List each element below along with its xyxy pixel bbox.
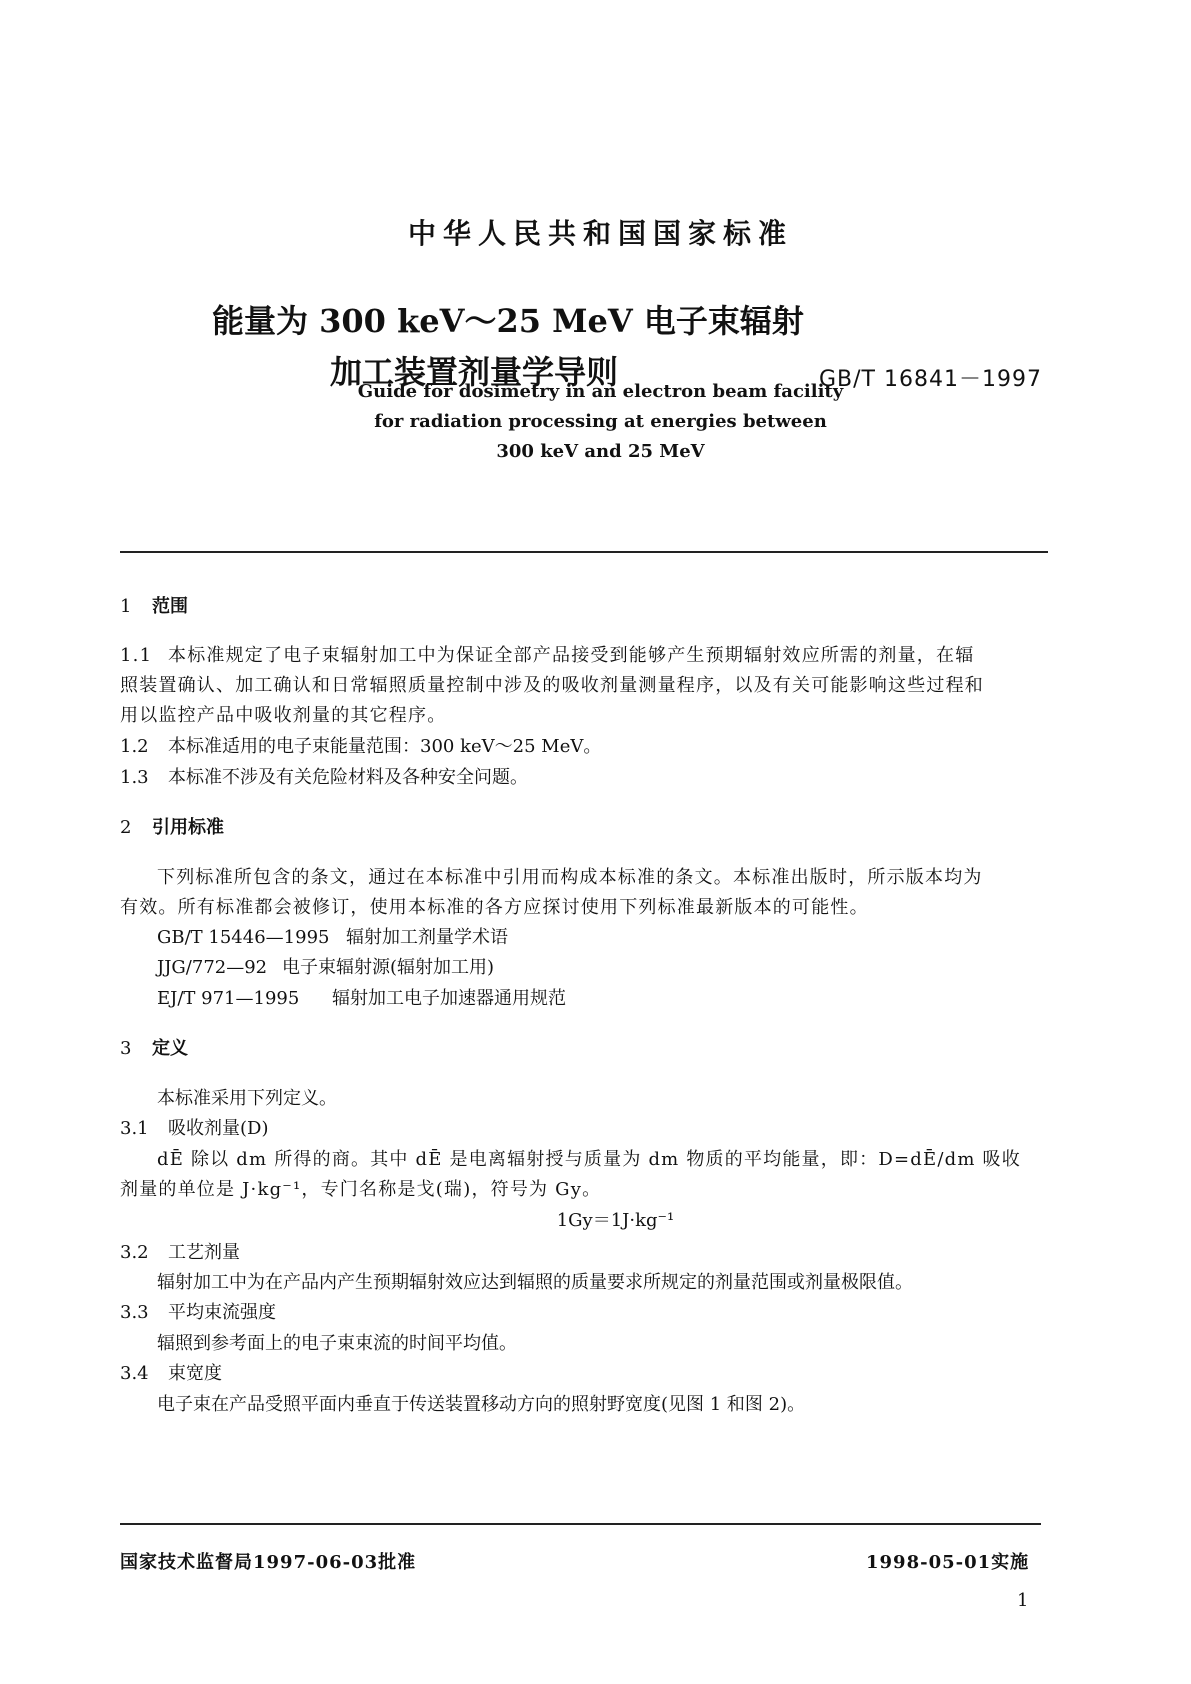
reference-ej-t-971 xyxy=(157,984,566,1010)
section-title: 定义 xyxy=(152,1038,188,1059)
reference-title: 辐射加工剂量学术语 xyxy=(346,927,508,948)
reference-code: EJ/T 971—1995 xyxy=(157,988,300,1009)
clause-1-1 xyxy=(120,641,974,667)
reference-jjg-772 xyxy=(157,953,494,979)
definition-3-1-line-1: dĒ 除以 dm 所得的商。其中 dĒ 是电离辐射授与质量为 dm 物质的平均能量，即：D=dĒ/dm 吸收 xyxy=(157,1149,1021,1170)
definition-3-4-line-1: 电子束在产品受照平面内垂直于传送装置移动方向的照射野宽度(见图 1 和图 2)。 xyxy=(157,1394,806,1415)
definition-term: 吸收剂量(D) xyxy=(168,1118,269,1139)
definition-3-1-line-2: 剂量的单位是 J·kg⁻¹，专门名称是戈(瑞)，符号为 Gy。 xyxy=(120,1179,602,1200)
section-3-heading xyxy=(120,1034,188,1060)
reference-code: JJG/772—92 xyxy=(157,957,268,978)
reference-code: GB/T 15446—1995 xyxy=(157,927,330,948)
section-2-intro-line-2: 有效。所有标准都会被修订，使用本标准的各方应探讨使用下列标准最新版本的可能性。 xyxy=(120,897,869,918)
definition-term: 平均束流强度 xyxy=(168,1302,276,1323)
header-divider xyxy=(120,551,1048,553)
clause-text-line: 本标准适用的电子束能量范围：300 keV～25 MeV。 xyxy=(168,736,602,757)
reference-gb-t-15446 xyxy=(157,923,508,949)
definition-term: 工艺剂量 xyxy=(168,1242,240,1263)
clause-text-line: 本标准不涉及有关危险材料及各种安全问题。 xyxy=(168,767,528,788)
definition-3-1-formula: 1Gy＝1J·kg⁻¹ xyxy=(556,1210,675,1231)
reference-title: 电子束辐射源(辐射加工用) xyxy=(282,957,495,978)
clause-number: 1.1 xyxy=(120,645,153,666)
title-line-2: 加工装置剂量学导则 xyxy=(330,353,619,391)
section-1-heading xyxy=(120,592,188,618)
reference-title: 辐射加工电子加速器通用规范 xyxy=(332,988,566,1009)
clause-text-line: 本标准规定了电子束辐射加工中为保证全部产品接受到能够产生预期辐射效应所需的剂量，在辐 xyxy=(168,645,975,666)
implementation-date: 1998-05-01实施 xyxy=(866,1552,1030,1573)
definition-3-2-line-1: 辐射加工中为在产品内产生预期辐射效应达到辐照的质量要求所规定的剂量范围或剂量极限值。 xyxy=(157,1272,913,1293)
definition-number: 3.4 xyxy=(120,1363,149,1384)
footer-divider xyxy=(120,1523,1041,1525)
clause-1-3 xyxy=(120,763,528,789)
definition-3-1 xyxy=(120,1114,268,1140)
section-2-heading xyxy=(120,813,224,839)
english-title-line-3: 300 keV and 25 MeV xyxy=(496,441,705,462)
clause-number: 1.2 xyxy=(120,736,149,757)
clause-1-1-line-2: 照装置确认、加工确认和日常辐照质量控制中涉及的吸收剂量测量程序，以及有关可能影响这些过程和 xyxy=(120,675,984,696)
section-3-intro: 本标准采用下列定义。 xyxy=(157,1088,337,1109)
english-title-line-1: Guide for dosimetry in an electron beam facility xyxy=(357,381,844,402)
clause-number: 1.3 xyxy=(120,767,149,788)
section-title: 范围 xyxy=(152,596,188,617)
section-number: 3 xyxy=(120,1038,132,1059)
standard-number: GB/T 16841－1997 xyxy=(819,367,1042,392)
title-line-1: 能量为 300 keV～25 MeV 电子束辐射 xyxy=(212,302,804,340)
page-number: 1 xyxy=(1017,1590,1029,1611)
definition-number: 3.1 xyxy=(120,1118,149,1139)
section-2-intro-line-1: 下列标准所包含的条文，通过在本标准中引用而构成本标准的条文。本标准出版时，所示版本均为 xyxy=(157,867,983,888)
clause-1-1-line-3: 用以监控产品中吸收剂量的其它程序。 xyxy=(120,705,447,726)
section-number: 1 xyxy=(120,596,132,617)
definition-3-4 xyxy=(120,1359,222,1385)
section-title: 引用标准 xyxy=(152,817,224,838)
definition-term: 束宽度 xyxy=(168,1363,222,1384)
definition-number: 3.2 xyxy=(120,1242,149,1263)
section-number: 2 xyxy=(120,817,132,838)
clause-1-2 xyxy=(120,732,601,758)
definition-3-3-line-1: 辐照到参考面上的电子束束流的时间平均值。 xyxy=(157,1333,517,1354)
english-title-line-2: for radiation processing at energies between xyxy=(374,411,827,432)
definition-3-2 xyxy=(120,1238,240,1264)
definition-number: 3.3 xyxy=(120,1302,149,1323)
national-standard-header: 中华人民共和国国家标准 xyxy=(407,217,793,250)
definition-3-3 xyxy=(120,1298,276,1324)
approval-statement: 国家技术监督局1997-06-03批准 xyxy=(120,1552,417,1573)
